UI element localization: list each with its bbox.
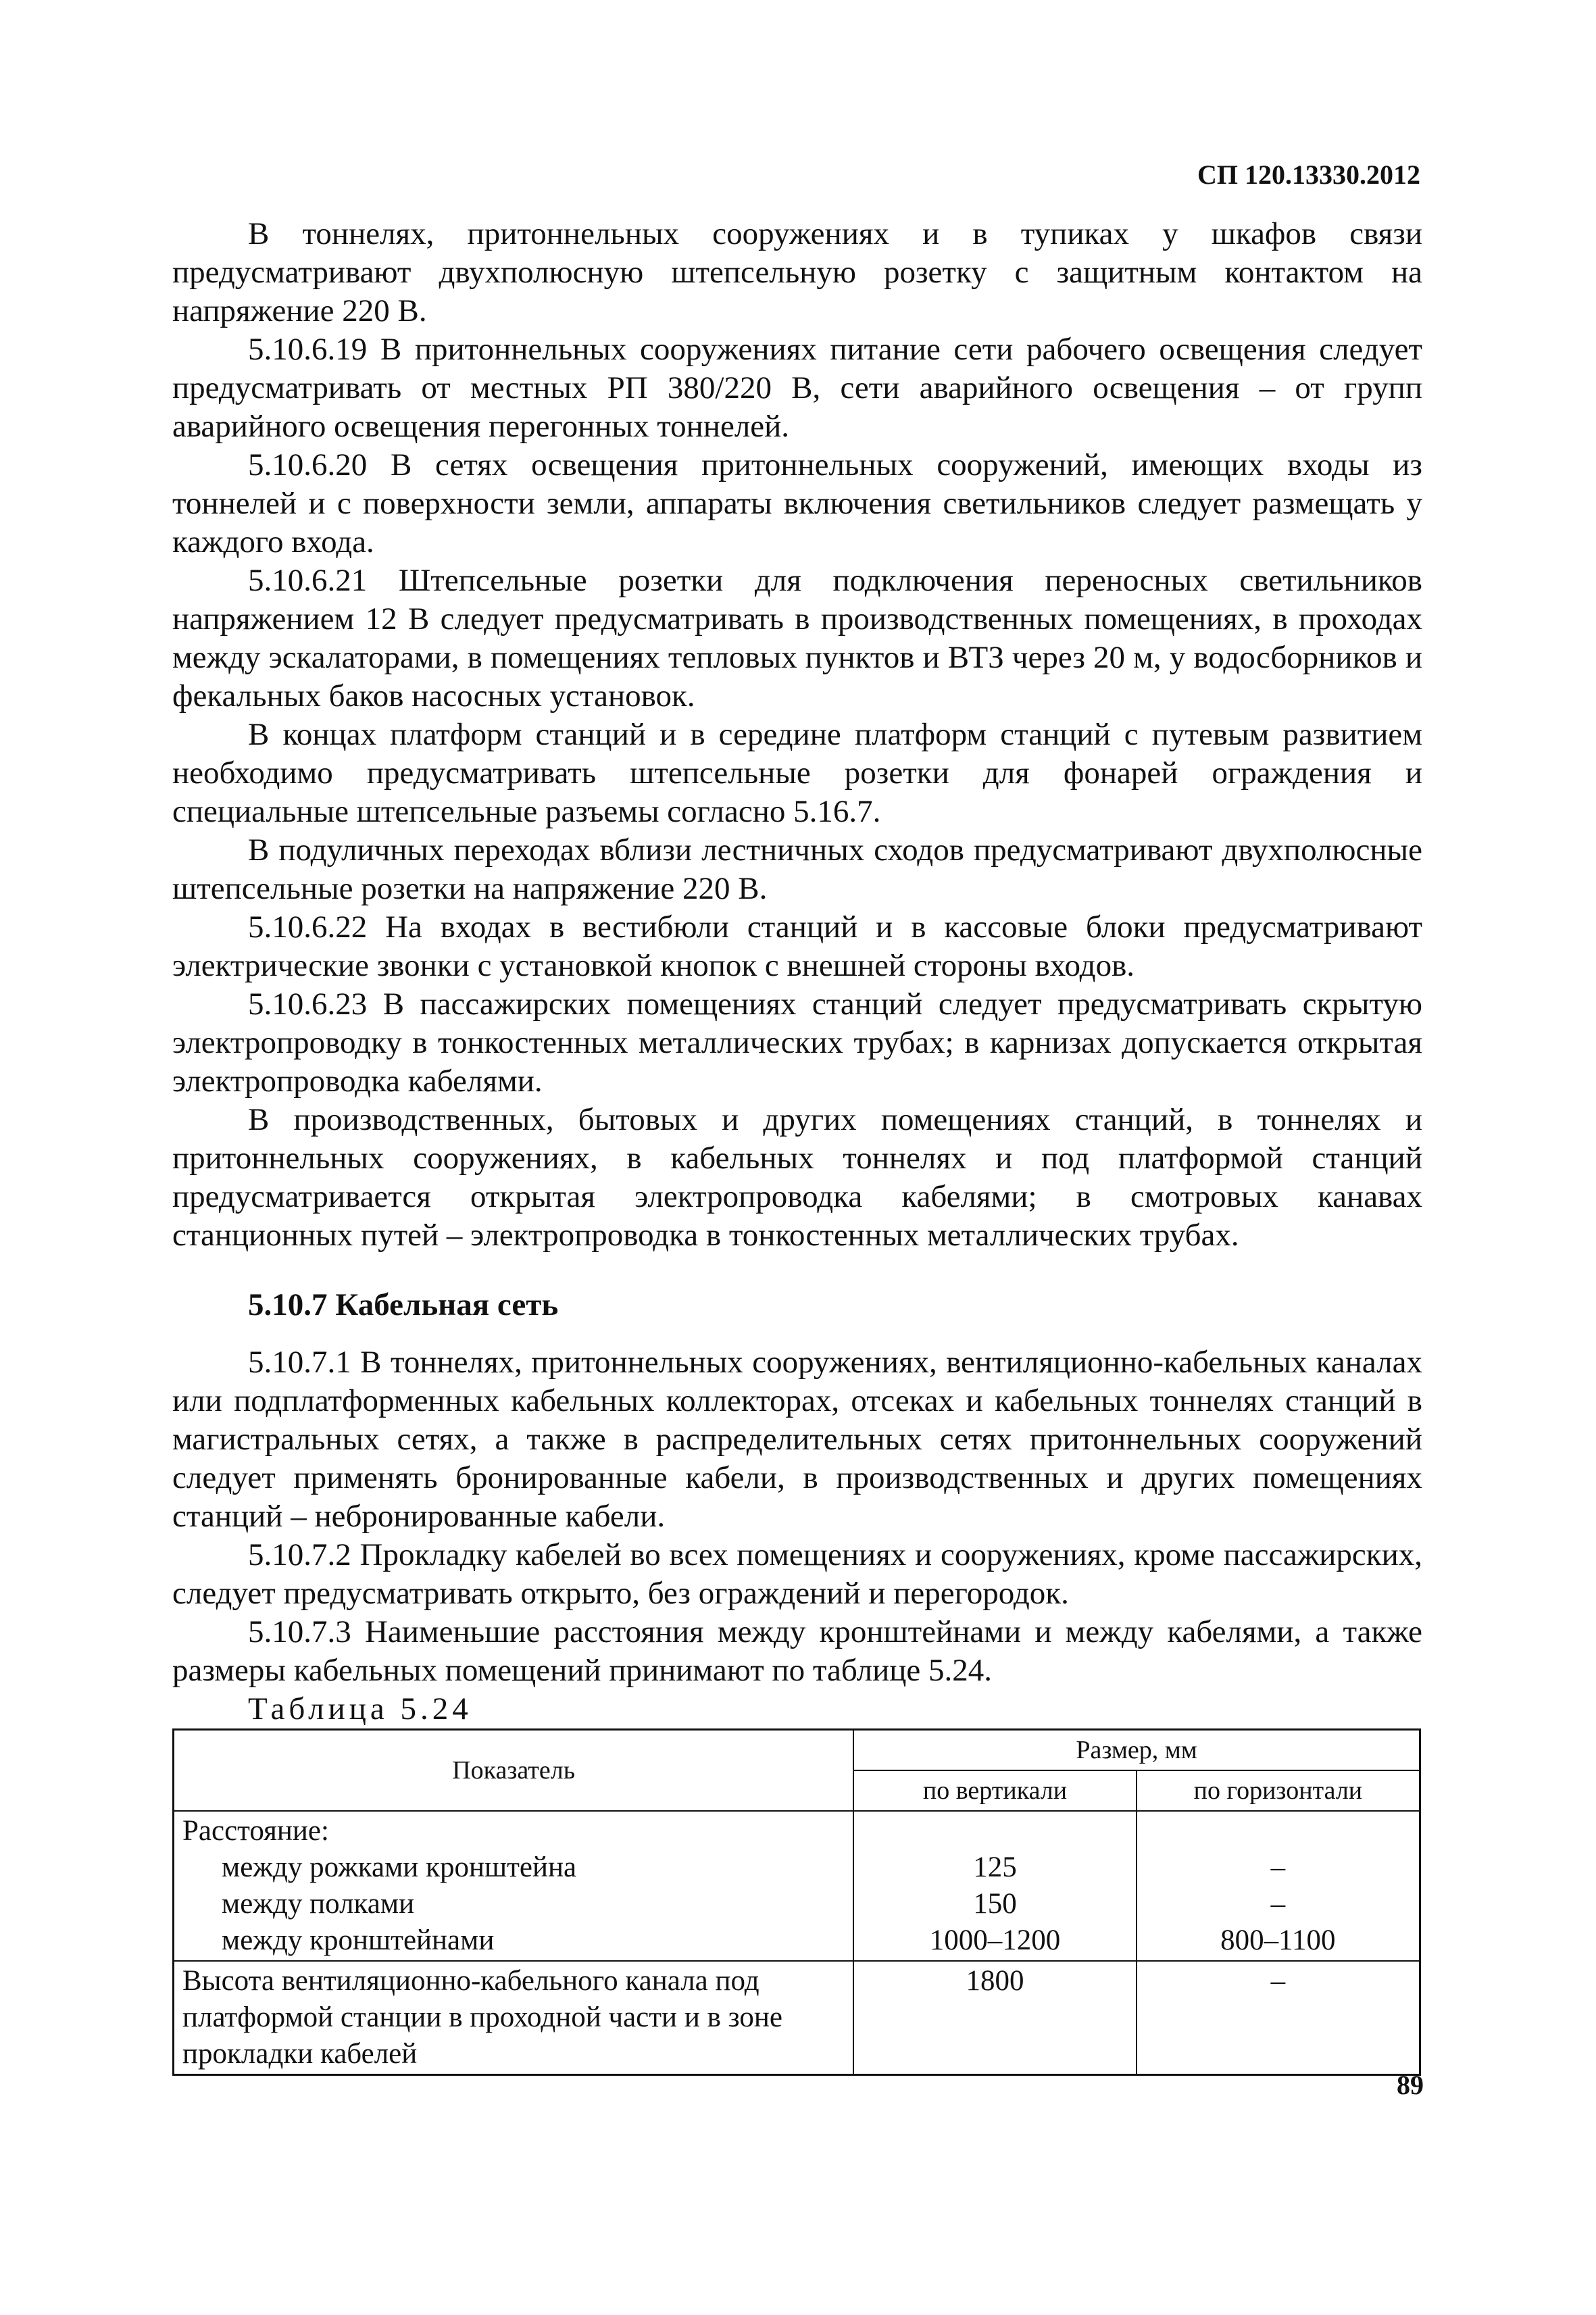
table-header-row [174, 1730, 1420, 1771]
header-vertical: по вертикали [853, 1770, 1137, 1811]
paragraph: 5.10.6.19 В притоннельных сооружениях питание сети рабочего освещения следует предусматривать от местных РП 380/220 В, сети аварийного освещения – от групп аварийного освещения перегонных тоннелей. [172, 332, 1422, 444]
value: – [1270, 1888, 1286, 1920]
value: – [1137, 1961, 1420, 2075]
table-row [174, 1811, 1420, 1961]
paragraph: 5.10.6.22 На входах в вестибюли станций и в кассовые блоки предусматривают электрические звонки с установкой кнопок с внешней стороны входов. [172, 910, 1422, 983]
table-cell-label [174, 1811, 854, 1961]
paragraph: В тоннелях, притоннельных сооружениях и в тупиках у шкафов связи предусматривают двухполюсную штепсельную розетку с защитным контактом на напряжение 220 В. [172, 216, 1422, 328]
group-label: Расстояние: [182, 1815, 329, 1847]
header-horizontal: по горизонтали [1137, 1770, 1420, 1811]
paragraph: 5.10.6.23 В пассажирских помещениях станций следует предусматривать скрытую электропроводку в тонкостенных металлических трубах; в карнизах допускается открытая электропроводка кабелями. [172, 987, 1422, 1099]
table-cell-horizontal [1137, 1811, 1420, 1961]
document-code: СП 120.13330.2012 [1197, 159, 1420, 190]
section-heading: 5.10.7 Кабельная сеть [248, 1287, 559, 1322]
row-label: между полками [222, 1888, 415, 1920]
paragraph: В производственных, бытовых и других помещениях станций, в тоннелях и притоннельных сооружениях, в кабельных тоннелях и под платформой станций предусматривается открытая электропроводка кабелями; в смотровых канавах станционных путей – электропроводка в тонкостенных металлических трубах. [172, 1102, 1422, 1253]
paragraph: 5.10.7.1 В тоннелях, притоннельных сооружениях, вентиляционно-кабельных каналах или подплатформенных кабельных коллекторах, отсеках и кабельных тоннелях станций в магистральных сетях, а также в распределительных сетях притоннельных сооружений следует применять бронированные кабели, в производственных и других помещениях станций – небронированные кабели. [172, 1345, 1422, 1534]
header-indicator: Показатель [174, 1730, 854, 1812]
value: 150 [973, 1888, 1017, 1920]
paragraph: В подуличных переходах вблизи лестничных сходов предусматривают двухполюсные штепсельные розетки на напряжение 220 В. [172, 832, 1422, 906]
page-number: 89 [1397, 2070, 1424, 2100]
row-label: между кронштейнами [222, 1924, 495, 1956]
value: 1800 [853, 1961, 1137, 2075]
paragraph: В концах платформ станций и в середине платформ станций с путевым развитием необходимо предусматривать штепсельные розетки для фонарей ограждения и специальные штепсельные разъемы согласно 5.16.7. [172, 717, 1422, 829]
header-size: Размер, мм [853, 1730, 1420, 1771]
table-cell-vertical [853, 1811, 1137, 1961]
value: 800–1100 [1220, 1924, 1336, 1956]
paragraph: 5.10.6.20 В сетях освещения притоннельных сооружений, имеющих входы из тоннелей и с поверхности земли, аппараты включения светильников следует размещать у каждого входа. [172, 447, 1422, 559]
table-row [174, 1961, 1420, 2075]
value: 1000–1200 [929, 1924, 1061, 1956]
paragraph: 5.10.6.21 Штепсельные розетки для подключения переносных светильников напряжением 12 В следует предусматривать в производственных помещениях, в проходах между эскалаторами, в помещениях тепловых пунктов и ВТЗ через 20 м, у водосборников и фекальных баков насосных установок. [172, 563, 1422, 714]
data-table [172, 1728, 1421, 2076]
paragraph: 5.10.7.3 Наименьшие расстояния между кронштейнами и между кабелями, а также размеры кабельных помещений принимают по таблице 5.24. [172, 1614, 1422, 1688]
paragraph: 5.10.7.2 Прокладку кабелей во всех помещениях и сооружениях, кроме пассажирских, следует предусматривать открыто, без ограждений и перегородок. [172, 1537, 1422, 1611]
row-label: Высота вентиляционно-кабельного канала под платформой станции в проходной части и в зоне прокладки кабелей [174, 1961, 854, 2075]
row-label: между рожками кронштейна [222, 1851, 577, 1883]
table-caption: Таблица 5.24 [248, 1691, 472, 1726]
value: 125 [973, 1851, 1017, 1883]
page-content [172, 215, 1422, 2076]
value: – [1270, 1851, 1286, 1883]
